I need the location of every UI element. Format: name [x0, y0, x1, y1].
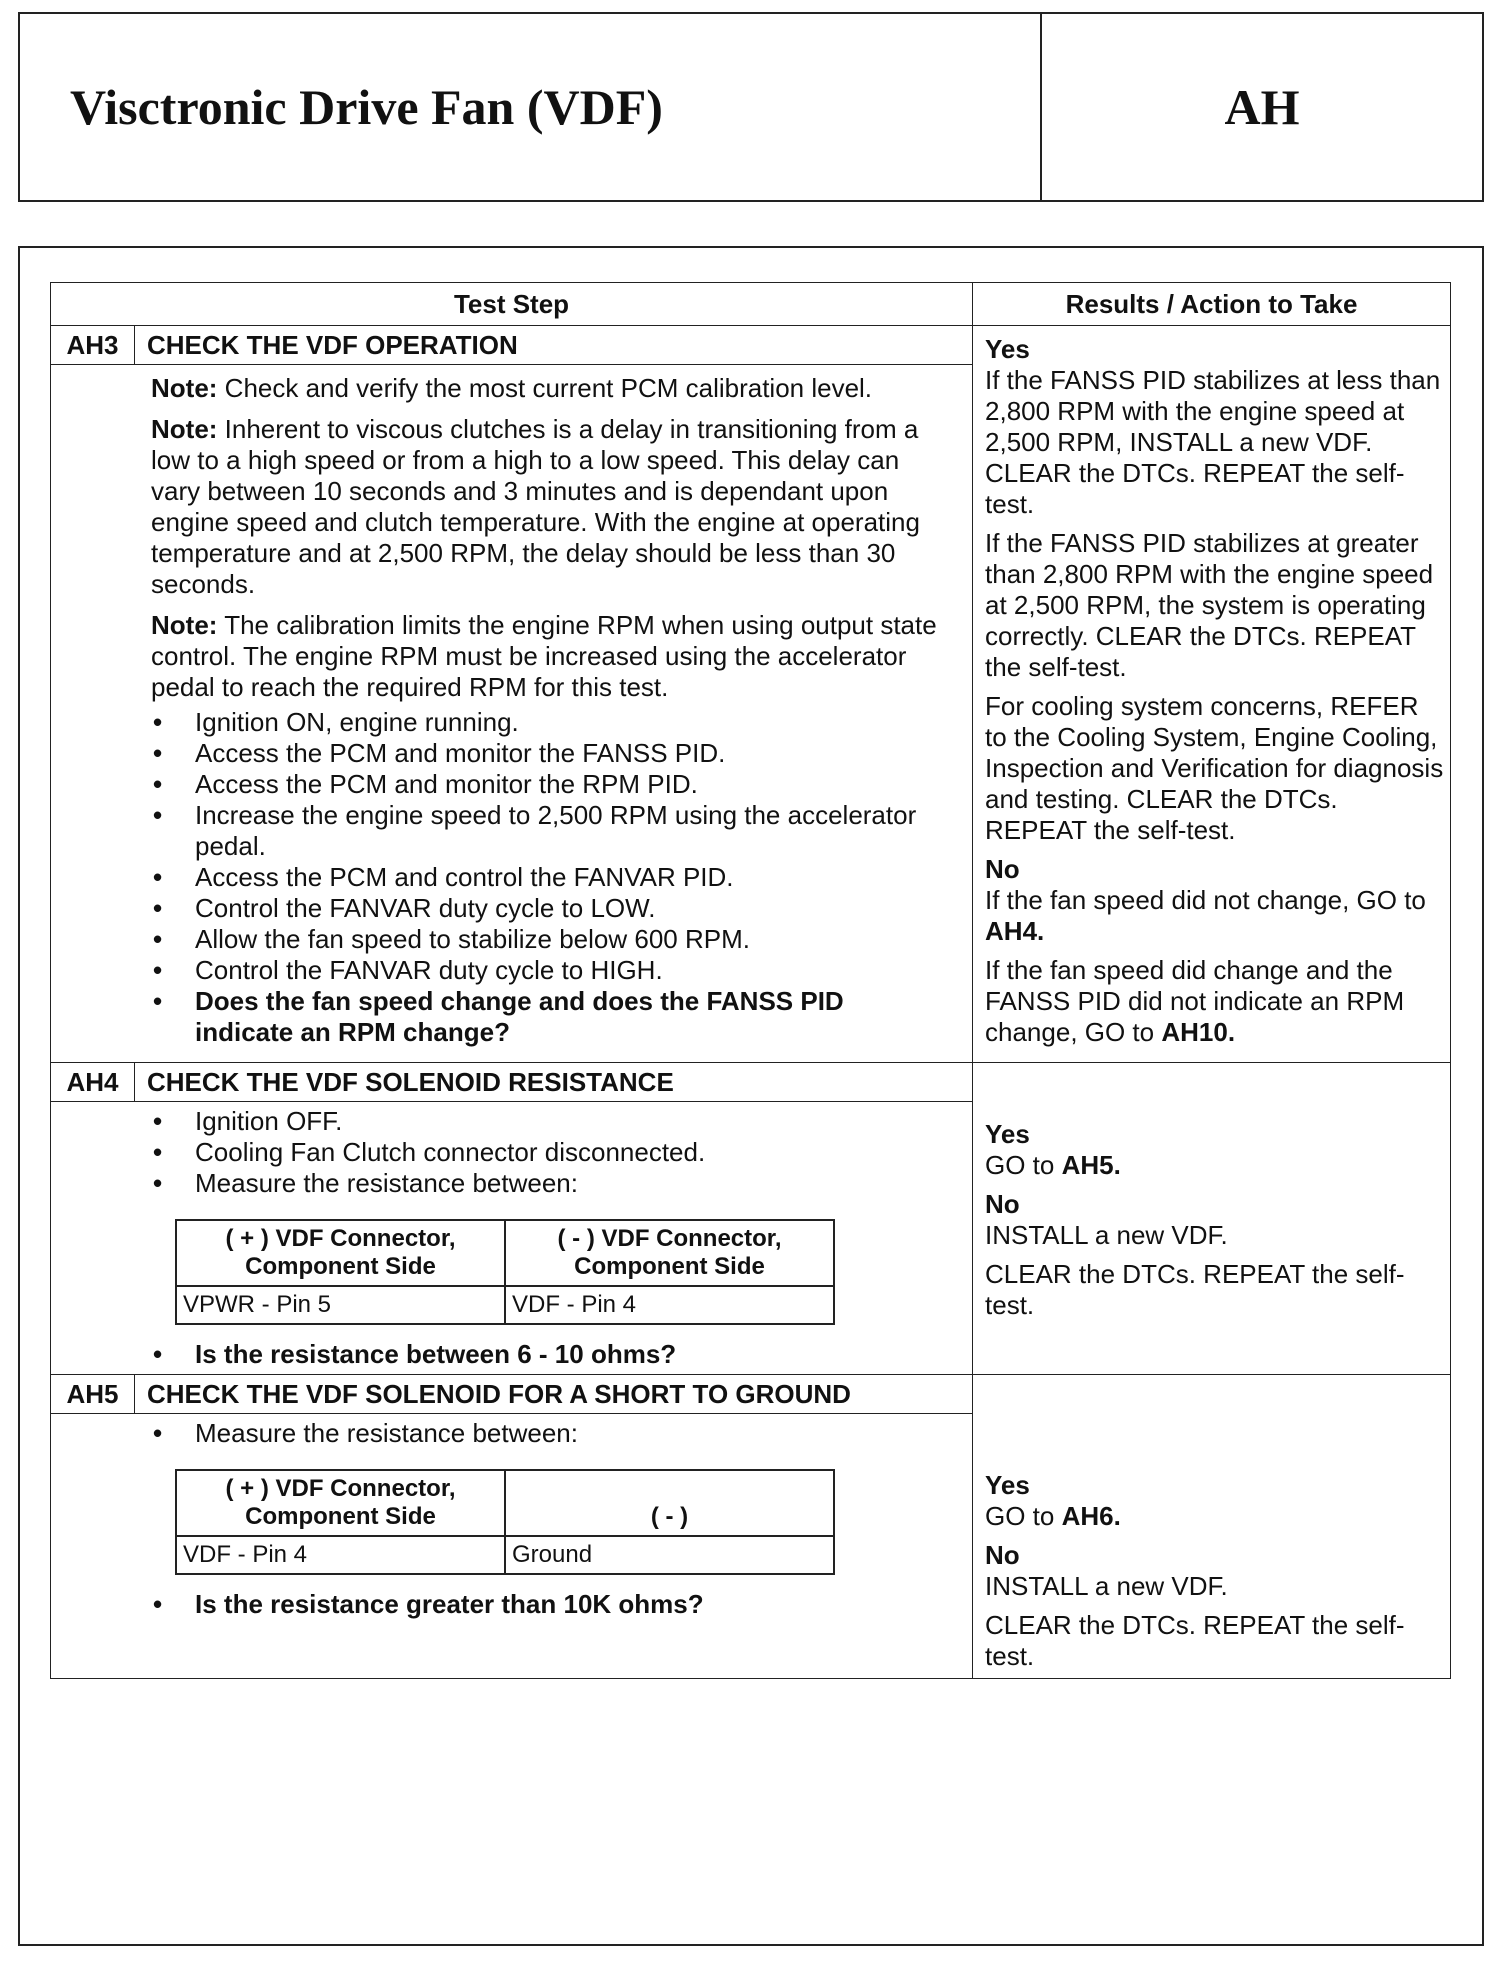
test-step-table: [50, 282, 1451, 1679]
result-text: If the FANSS PID stabilizes at greater than 2,800 RPM with the engine speed at 2,500 RPM, the system is operating correctly. CLEAR the DTCs. REPEAT the self-test.: [985, 528, 1434, 682]
meas-header-positive: ( + ) VDF Connector, Component Side: [176, 1220, 505, 1286]
result-text: INSTALL a new VDF.: [985, 1219, 1228, 1250]
step-list: [151, 707, 944, 1048]
measurement-table: [175, 1469, 835, 1575]
test-step-header: Test Step: [51, 283, 973, 326]
step-code: AH5: [51, 1375, 135, 1414]
result-text: GO to AH5.: [985, 1149, 1121, 1180]
meas-positive: VPWR - Pin 5: [176, 1286, 505, 1324]
step-code: AH4: [51, 1063, 135, 1102]
yes-label: Yes: [985, 1470, 1030, 1500]
step-title: CHECK THE VDF OPERATION: [135, 326, 973, 365]
result-text: If the fan speed did change and the FANSS PID did not indicate an RPM change, GO to AH10.: [985, 955, 1405, 1047]
step-code: AH3: [51, 326, 135, 365]
step-ah5-title-row: [51, 1375, 1451, 1414]
no-label: No: [985, 1540, 1020, 1570]
question-item: • Is the resistance between 6 - 10 ohms?: [151, 1339, 944, 1370]
note: Note: Inherent to viscous clutches is a delay in transitioning from a low to a high speed or from a high to a low speed. This delay can vary between 10 seconds and 3 minutes and is dependant upon engine speed and clutch temperature. With the engine at operating temperature and at 2,500 RPM, the delay should be less than 30 seconds.: [151, 414, 920, 599]
goto-ah6-link[interactable]: AH6.: [1061, 1501, 1121, 1531]
list-item: • Measure the resistance between:: [151, 1418, 944, 1449]
step-list: [151, 1106, 944, 1199]
step-list: [151, 1589, 944, 1620]
list-item: • Cooling Fan Clutch connector disconnected.: [151, 1137, 944, 1168]
step-ah4-title-row: [51, 1063, 1451, 1102]
note: Note: Check and verify the most current PCM calibration level.: [151, 373, 873, 403]
step-list: [151, 1339, 944, 1370]
list-item: • Measure the resistance between:: [151, 1168, 944, 1199]
page-header: [18, 12, 1484, 202]
list-item: • Increase the engine speed to 2,500 RPM using the accelerator pedal.: [151, 800, 944, 862]
step-list: [151, 1418, 944, 1449]
goto-ah4-link[interactable]: AH4.: [985, 916, 1045, 946]
section-code: AH: [1040, 14, 1482, 200]
yes-label: Yes: [985, 1118, 1030, 1149]
step-title: CHECK THE VDF SOLENOID FOR A SHORT TO GROUND: [135, 1375, 973, 1414]
goto-ah10-link[interactable]: AH10.: [1161, 1017, 1236, 1047]
yes-label: Yes: [985, 334, 1030, 364]
measurement-table: [175, 1219, 835, 1325]
meas-header-negative: ( - ): [505, 1470, 834, 1536]
results-header: Results / Action to Take: [973, 283, 1451, 326]
list-item: • Access the PCM and monitor the RPM PID.: [151, 769, 944, 800]
result-text: If the fan speed did not change, GO to AH4.: [985, 885, 1426, 946]
list-item: • Control the FANVAR duty cycle to LOW.: [151, 893, 944, 924]
result-text: If the FANSS PID stabilizes at less than 2,800 RPM with the engine speed at 2,500 RPM, INSTALL a new VDF. CLEAR the DTCs. REPEAT the self-test.: [985, 365, 1441, 519]
result-text: CLEAR the DTCs. REPEAT the self-test.: [985, 1610, 1405, 1671]
list-item: • Allow the fan speed to stabilize below 600 RPM.: [151, 924, 944, 955]
step-ah3-body: [51, 365, 973, 1063]
goto-ah5-link[interactable]: AH5.: [1061, 1149, 1121, 1180]
step-ah3-title-row: [51, 326, 1451, 365]
meas-negative: VDF - Pin 4: [505, 1286, 834, 1324]
step-ah4-results: [973, 1063, 1451, 1375]
question-item: • Does the fan speed change and does the FANSS PID indicate an RPM change?: [151, 986, 944, 1048]
step-ah5-body: [51, 1414, 973, 1679]
meas-negative: Ground: [505, 1536, 834, 1574]
result-text: GO to AH6.: [985, 1501, 1121, 1531]
step-title: CHECK THE VDF SOLENOID RESISTANCE: [135, 1063, 973, 1102]
list-item: • Access the PCM and control the FANVAR PID.: [151, 862, 944, 893]
list-item: • Ignition OFF.: [151, 1106, 944, 1137]
step-ah5-results: [973, 1375, 1451, 1679]
step-ah3-results: [973, 326, 1451, 1063]
meas-header-positive: ( + ) VDF Connector, Component Side: [176, 1470, 505, 1536]
result-text: CLEAR the DTCs. REPEAT the self-test.: [985, 1258, 1405, 1320]
page-title: Visctronic Drive Fan (VDF): [70, 79, 663, 135]
result-text: INSTALL a new VDF.: [985, 1571, 1228, 1601]
table-header-row: [51, 283, 1451, 326]
list-item: • Ignition ON, engine running.: [151, 707, 944, 738]
step-ah4-body: [51, 1102, 973, 1375]
no-label: No: [985, 1188, 1020, 1219]
question-item: • Is the resistance greater than 10K ohms?: [151, 1589, 944, 1620]
list-item: • Control the FANVAR duty cycle to HIGH.: [151, 955, 944, 986]
no-label: No: [985, 854, 1020, 884]
meas-header-negative: ( - ) VDF Connector, Component Side: [505, 1220, 834, 1286]
meas-positive: VDF - Pin 4: [176, 1536, 505, 1574]
list-item: • Access the PCM and monitor the FANSS PID.: [151, 738, 944, 769]
note: Note: The calibration limits the engine RPM when using output state control. The engine RPM must be increased using the accelerator pedal to reach the required RPM for this test.: [151, 610, 937, 702]
result-text: For cooling system concerns, REFER to the Cooling System, Engine Cooling, Inspection and Verification for diagnosis and testing. CLEAR the DTCs. REPEAT the self-test.: [985, 691, 1444, 845]
